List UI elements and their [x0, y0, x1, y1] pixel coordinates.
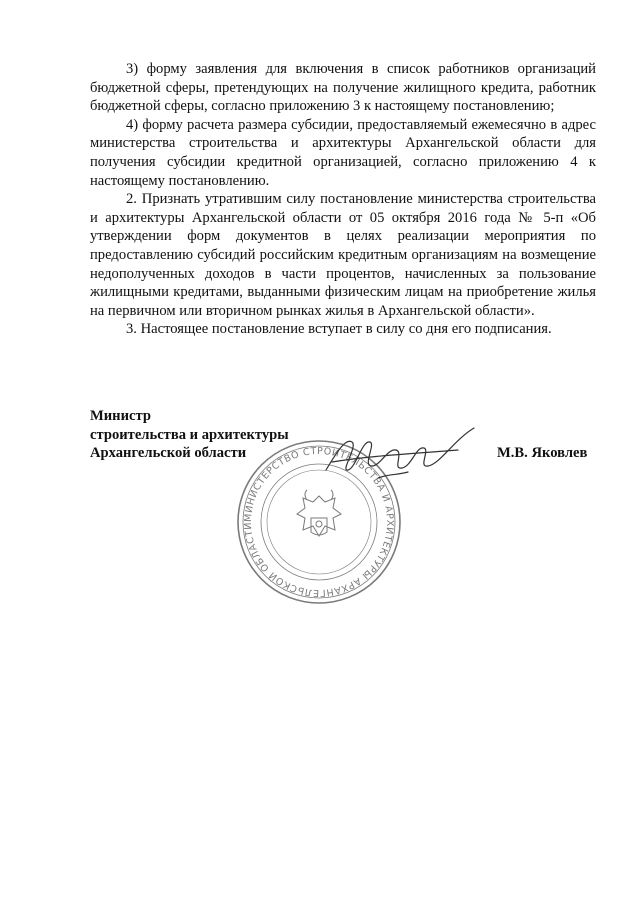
signatory-title-line-2: строительства и архитектуры — [90, 426, 289, 443]
signatory-title-line-3: Архангельской области — [90, 445, 247, 461]
signature-block — [90, 407, 289, 463]
handwritten-signature — [318, 420, 478, 490]
paragraph-clause-2: 2. Признать утратившим силу постановление министерства строительства и архитектуры Архангельской области от 05 октября 2016 года № 5-п «Об утверждении форм документов в целях реализации мероприятия по предоставлению субсидий российским кредитным организациям на возмещение недополученных доходов в части процентов, начисленных за пользование жилищными кредитами, выданными физическим лицам на приобретение жилья на первичном или вторичном рынках жилья в Архангельской области». — [90, 191, 596, 319]
paragraph-item-3: 3) форму заявления для включения в список работников организаций бюджетной сферы, претендующих на получение жилищного кредита, работник бюджетной сферы, согласно приложению 3 к настоящему постановлению; — [90, 61, 596, 115]
paragraph-item-4: 4) форму расчета размера субсидии, предоставляемый ежемесячно в адрес министерства строительства и архитектуры Архангельской области для получения субсидии кредитной организацией, согласно приложению 4 к настоящему постановлению. — [90, 116, 596, 189]
signatory-title-line-1: Министр — [90, 408, 151, 424]
paragraph-clause-3: 3. Настоящее постановление вступает в силу со дня его подписания. — [126, 321, 552, 338]
seal-text: МИНИСТЕРСТВО СТРОИТЕЛЬСТВА И АРХИТЕКТУРЫ АРХАНГЕЛЬСКОЙ ОБЛАСТИ — [242, 445, 396, 599]
signatory-name: М.В. Яковлев — [497, 445, 588, 461]
coat-of-arms-emblem — [297, 490, 341, 536]
document-body — [90, 60, 596, 339]
